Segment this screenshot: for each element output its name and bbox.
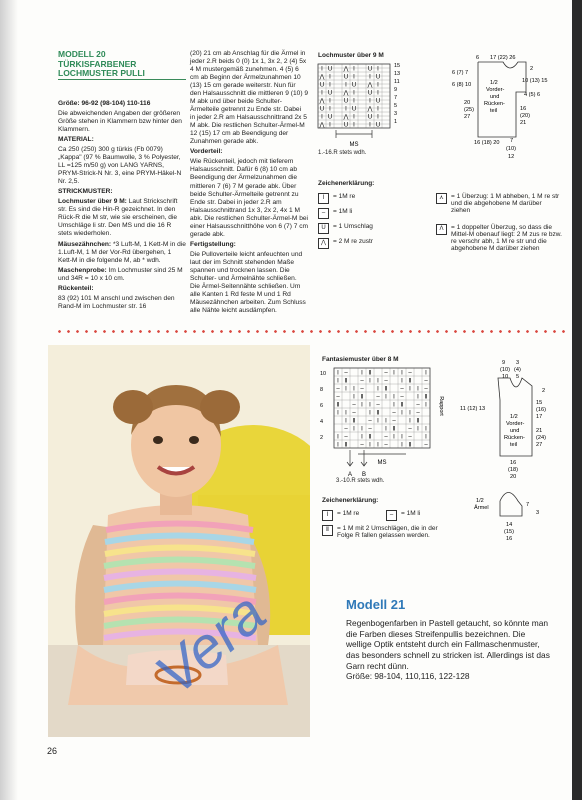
rueckenteil-text: 83 (92) 101 M anschl und zwischen den Rand-M im Lochmuster str. 16 [58, 294, 175, 310]
chart-row-number: 5 [394, 103, 398, 109]
schnitt2-label: (16) [536, 407, 546, 413]
photo-watermark: Vera [143, 579, 278, 708]
schnitt1-center: und [490, 94, 500, 100]
schnitt1-label: 10 (13) 15 [522, 78, 548, 84]
fertig-label: Fertigstellung: [190, 240, 236, 248]
chart-stitch-symbol: Ⅱ [344, 378, 348, 385]
chart-stitch-symbol: – [384, 434, 388, 441]
schnitt1-label: 16 (18) 20 [474, 140, 500, 146]
chart-row-number: 15 [394, 63, 401, 69]
chart-stitch-symbol: I [385, 394, 387, 401]
schnitt1-label: 2 [530, 66, 534, 72]
chart-stitch-symbol: I [377, 442, 379, 449]
chart-stitch-symbol: U [343, 98, 349, 105]
legend-symbol: I [322, 510, 333, 521]
chart-stitch-symbol: I [369, 410, 371, 417]
chart-stitch-symbol: – [400, 386, 404, 393]
schnitt2-center: Vorder- [506, 421, 525, 427]
chart-row-number: 13 [394, 71, 401, 77]
chart-stitch-symbol: I [385, 418, 387, 425]
schnitt2-sleeve: Ärmel [474, 505, 489, 511]
schnitt2-label: 20 [510, 474, 517, 480]
chart-stitch-symbol: I [345, 386, 347, 393]
chart-stitch-symbol: I [369, 402, 371, 409]
rueckenteil-label: Rückenteil: [58, 284, 94, 292]
legend-text: = 1M re [337, 510, 360, 517]
chart-stitch-symbol: I [321, 114, 323, 121]
material-label: MATERIAL: [58, 136, 94, 144]
chart-stitch-symbol: I [409, 410, 411, 417]
chart-stitch-symbol: I [377, 82, 379, 89]
legend2-item [386, 510, 446, 521]
schnitt2-sleeve: 1/2 [476, 498, 484, 504]
chart1-ms-label: MS [349, 142, 359, 148]
legend1-item [318, 208, 428, 219]
schnitt2-label: 27 [536, 442, 543, 448]
chart-row-number: 10 [320, 371, 327, 377]
chart-stitch-symbol: U [351, 82, 357, 89]
schnitt1-label: 4 (5) 6 [524, 92, 541, 98]
chart-stitch-symbol: – [360, 442, 364, 449]
chart-stitch-symbol: I [377, 378, 379, 385]
schnitt2-label: (18) [508, 467, 518, 473]
chart-stitch-symbol: Ⅱ [384, 386, 388, 393]
schnitt2-label: 16 [506, 536, 513, 542]
chart-stitch-symbol: I [321, 66, 323, 73]
chart-stitch-symbol: I [329, 98, 331, 105]
chart-stitch-symbol: – [408, 434, 412, 441]
chart-stitch-symbol: I [409, 418, 411, 425]
page-binding-shadow [0, 0, 18, 800]
chart-stitch-symbol: – [416, 402, 420, 409]
chart-stitch-symbol: – [368, 418, 372, 425]
chart-stitch-symbol: U [343, 74, 349, 81]
schnitt2-label: 5 [516, 374, 520, 380]
modell21-title: Modell 21 [346, 597, 406, 612]
legend-symbol: – [318, 208, 329, 219]
chart-stitch-symbol: Ⅱ [400, 402, 404, 409]
chart-stitch-symbol: I [345, 82, 347, 89]
chart-stitch-symbol: I [425, 434, 427, 441]
chart-stitch-symbol: I [361, 426, 363, 433]
sizes-label: Größe: 96-92 (98-104) 110-116 [58, 100, 151, 107]
chart-stitch-symbol: – [360, 378, 364, 385]
chart2-note: 3.-10.R stets wdh. [336, 478, 385, 484]
chart-stitch-symbol: U [327, 66, 333, 73]
chart-stitch-symbol: I [377, 114, 379, 121]
chart-stitch-symbol: I [401, 410, 403, 417]
modell21-sizes: Größe: 98-104, 110,116, 122-128 [346, 671, 470, 682]
chart-stitch-symbol: – [352, 402, 356, 409]
schnitt2-center: 1/2 [510, 414, 518, 420]
chart-stitch-symbol: U [327, 114, 333, 121]
chart-stitch-symbol: I [393, 402, 395, 409]
chart-stitch-symbol: – [424, 378, 428, 385]
chart-stitch-symbol: U [319, 82, 325, 89]
chart-stitch-symbol: Ⅱ [408, 378, 412, 385]
chart-stitch-symbol: Ⅱ [336, 402, 340, 409]
chart-stitch-symbol: – [344, 426, 348, 433]
chart-stitch-symbol: I [353, 122, 355, 129]
chart-row-number: 2 [320, 435, 324, 441]
chart-stitch-symbol: I [361, 434, 363, 441]
maeuse-text: *3 Luft-M, 1 Kett-M in die 1.Luft-M, 1 M der Vor-Rd übergehen, 1 Kett-M in die folgende M, ab * wdh. [58, 240, 186, 264]
chart-stitch-symbol: I [417, 386, 419, 393]
chart-stitch-symbol: I [377, 418, 379, 425]
chart-stitch-symbol: I [353, 386, 355, 393]
section-divider [55, 330, 565, 333]
chart-stitch-symbol: ⋀ [343, 90, 349, 97]
schnitt1-label: 27 [464, 114, 471, 120]
chart-stitch-symbol: I [369, 74, 371, 81]
chart-stitch-symbol: I [337, 410, 339, 417]
chart1-note: 1.-16.R stets wdh. [318, 150, 367, 156]
chart-stitch-symbol: I [361, 402, 363, 409]
chart-stitch-symbol: Ⅱ [368, 370, 372, 377]
modell20-title-line: TÜRKISFARBENER [58, 58, 137, 69]
chart-row-number: 4 [320, 419, 324, 425]
legend-symbol: – [386, 510, 397, 521]
chart-stitch-symbol: – [384, 442, 388, 449]
schnitt2-label: 21 [536, 428, 543, 434]
chart-stitch-symbol: Ⅱ [416, 418, 420, 425]
instructions-column-1 [58, 100, 186, 313]
chart-stitch-symbol: – [408, 370, 412, 377]
chart-stitch-symbol: Ⅱ [360, 394, 364, 401]
chart-stitch-symbol: I [329, 82, 331, 89]
chart-stitch-symbol: – [416, 410, 420, 417]
page-edge [572, 0, 582, 800]
chart-stitch-symbol: I [377, 106, 379, 113]
modell20-title [58, 50, 186, 80]
schnitt2-label: 3 [536, 510, 540, 516]
chart-stitch-symbol: I [425, 426, 427, 433]
chart-stitch-symbol: – [392, 418, 396, 425]
chart-stitch-symbol: I [401, 370, 403, 377]
chart1-title: Lochmuster über 9 M [318, 52, 384, 59]
child-photo [48, 345, 310, 737]
modell20-title-line: MODELL 20 [58, 49, 106, 59]
chart-stitch-symbol: U [343, 122, 349, 129]
chart-stitch-symbol: I [377, 386, 379, 393]
sizes-text: Die abweichenden Angaben der größeren Größe stehen in Klammern bzw hinter den Klammern. [58, 110, 182, 134]
legend1-item [436, 224, 562, 252]
chart-stitch-symbol: I [345, 418, 347, 425]
legend-text: = 1M li [401, 510, 421, 517]
schnitt1-center: 1/2 [490, 80, 498, 86]
legend1-item [436, 193, 562, 214]
chart-stitch-symbol: I [377, 66, 379, 73]
chart-stitch-symbol: I [393, 370, 395, 377]
chart-row-number: 11 [394, 79, 400, 85]
legend1-title: Zeichenerklärung: [318, 180, 375, 187]
legend-symbol: Ⅱ [322, 525, 333, 536]
chart-stitch-symbol: I [369, 442, 371, 449]
schnitt2-label: (10) [500, 367, 510, 373]
chart2-title: Fantasiemuster über 8 M [322, 356, 399, 363]
chart-stitch-symbol: – [424, 386, 428, 393]
legend2-title: Zeichenerklärung: [322, 497, 379, 504]
chart-stitch-symbol: I [401, 378, 403, 385]
chart-stitch-symbol: I [345, 410, 347, 417]
schnitt2-center: Rücken- [504, 435, 525, 441]
chart-stitch-symbol: I [369, 122, 371, 129]
schnitt1-label: 20 [464, 100, 471, 106]
chart-stitch-symbol: U [319, 106, 325, 113]
chart-stitch-symbol: – [384, 378, 388, 385]
lochmuster-label: Lochmuster über 9 M: [58, 198, 127, 206]
legend-symbol: ⋀ [318, 238, 329, 249]
chart-stitch-symbol: ⋀ [319, 122, 325, 129]
chart-stitch-symbol: I [345, 106, 347, 113]
chart-stitch-symbol: – [376, 394, 380, 401]
strickmuster-label: STRICKMUSTER: [58, 188, 113, 196]
modell21-description-block [346, 618, 551, 682]
chart-stitch-symbol: I [353, 90, 355, 97]
chart-stitch-symbol: I [417, 394, 419, 401]
chart-stitch-symbol: I [353, 66, 355, 73]
child-photo-illustration [48, 345, 310, 737]
schnitt2-label: 10 [502, 374, 509, 380]
chart-stitch-symbol: I [393, 394, 395, 401]
chart-stitch-symbol: Ⅱ [368, 434, 372, 441]
chart-stitch-symbol: ⋀ [367, 82, 373, 89]
schnitt2-label: (15) [504, 529, 514, 535]
chart-stitch-symbol: U [375, 122, 381, 129]
chart-stitch-symbol: U [367, 114, 373, 121]
chart-stitch-symbol: U [375, 74, 381, 81]
chart-row-number: 1 [394, 119, 398, 125]
schnitt2-label: 15 [536, 400, 543, 406]
chart-stitch-symbol: U [367, 90, 373, 97]
legend-text: = 1 Umschlag [333, 223, 373, 230]
chart-stitch-symbol: I [321, 90, 323, 97]
chart-row-number: 3 [394, 111, 398, 117]
schnitt1-label: (20) [520, 113, 530, 119]
chart-stitch-symbol: ⋀ [343, 114, 349, 121]
legend-symbol: ⋏ [436, 193, 447, 204]
chart-stitch-symbol: I [393, 434, 395, 441]
chart2-ms-label: MS [377, 460, 387, 466]
chart-row-number: 8 [320, 387, 324, 393]
schnitt1-center: teil [490, 108, 498, 114]
chart-stitch-symbol: I [377, 90, 379, 97]
chart-stitch-symbol: Ⅱ [352, 418, 356, 425]
legend2-item [322, 510, 382, 521]
chart-stitch-symbol: I [401, 442, 403, 449]
chart-stitch-symbol: I [329, 106, 331, 113]
legend-text: = 1M li [333, 208, 353, 215]
chart-stitch-symbol: I [353, 114, 355, 121]
chart-stitch-symbol: Ⅱ [408, 442, 412, 449]
chart-stitch-symbol: – [368, 426, 372, 433]
legend1-item [318, 193, 428, 204]
legend-text: = 1 M mit 2 Umschlägen, die in der Folge R fallen gelassen werden. [337, 525, 438, 539]
vorderteil-text: Wie Rückenteil, jedoch mit tieferem Halsausschnitt. Dafür 6 (8) 10 cm ab Beendigung der Ärmelzunahmen die mittleren 7 (6) 7 M gerade abk. Über beide Schulter-Ärmelteile getrennt zu Ende str. Dabei in jeder 2.R am Halsausschnittrand 1x 3, 2x 2, 4x 1 M abk. Die restlichen Schulter-Ärmel-M bei einer Halsausschnitthöhe von 6 (7) 7 cm gerade abk. [190, 158, 309, 238]
chart-row-number: 7 [394, 95, 398, 101]
chart2-ab-label: A [348, 472, 353, 478]
legend-text: = 1 doppelter Überzug, so dass die Mittel-M obenauf liegt: 2 M zus re bzw. re verschr abh, 1 M re str und die abgehobene M darüber ziehen [451, 224, 562, 252]
schnitt2-label: 2 [542, 388, 546, 394]
chart-stitch-symbol: I [337, 370, 339, 377]
chart-stitch-symbol: – [424, 442, 428, 449]
chart-stitch-symbol: ⋀ [319, 98, 325, 105]
schnitt2-center: teil [510, 442, 518, 448]
chart-stitch-symbol: I [353, 426, 355, 433]
legend-symbol: I [318, 193, 329, 204]
schnitt2-label: 17 [536, 414, 543, 420]
chart-stitch-symbol: I [353, 98, 355, 105]
chart-stitch-symbol: – [384, 370, 388, 377]
chart-stitch-symbol: I [361, 370, 363, 377]
chart-stitch-symbol: – [344, 434, 348, 441]
chart-stitch-symbol: I [353, 74, 355, 81]
chart-stitch-symbol: I [337, 434, 339, 441]
schnitt1-center: Rücken- [484, 101, 505, 107]
legend2-item [322, 525, 452, 539]
chart-stitch-symbol: – [360, 386, 364, 393]
chart-stitch-symbol: – [400, 394, 404, 401]
maschenprobe-text: Im Lochmuster sind 25 M und 34R = 10 x 10 cm. [58, 266, 183, 282]
legend-text: = 1M re [333, 193, 356, 200]
chart-stitch-symbol: ⋀ [319, 74, 325, 81]
chart-stitch-symbol: Ⅱ [424, 394, 428, 401]
chart-stitch-symbol: – [408, 426, 412, 433]
schnitt2-label: 11 (12) 13 [460, 406, 486, 412]
chart2-rapport-label: Rapport [438, 396, 444, 416]
modell20-title-line: LOCHMUSTER PULLI [58, 68, 145, 79]
chart-row-number: 6 [320, 403, 324, 409]
legend-text: = 1 Überzug: 1 M abheben, 1 M re str und die abgehobene M darüber ziehen [451, 193, 560, 214]
chart-stitch-symbol: I [401, 434, 403, 441]
chart-stitch-symbol: ⋀ [343, 66, 349, 73]
chart-stitch-symbol: I [337, 378, 339, 385]
maschenprobe-label: Maschenprobe: [58, 266, 107, 274]
chart-stitch-symbol: Ⅱ [392, 426, 396, 433]
chart-stitch-symbol: I [329, 74, 331, 81]
schnitt1-label: 7 [510, 138, 514, 144]
legend-symbol: Λ [436, 224, 447, 235]
schnitt2-label: 16 [510, 460, 517, 466]
lochmuster-chart [316, 62, 416, 156]
chart-stitch-symbol: I [329, 122, 331, 129]
schnitt-diagram-2 [460, 356, 560, 546]
chart-stitch-symbol: U [351, 106, 357, 113]
chart-stitch-symbol: – [352, 410, 356, 417]
schnitt1-label: 12 [508, 154, 515, 160]
chart-stitch-symbol: I [369, 98, 371, 105]
schnitt1-label: 17 (22) 26 [490, 55, 516, 61]
schnitt1-label: 16 [520, 106, 527, 112]
chart-stitch-symbol: I [353, 394, 355, 401]
chart-stitch-symbol: I [425, 370, 427, 377]
schnitt1-label: 6 (7) 7 [452, 70, 469, 76]
lochmuster-text: Laut Strickschrift str. Es sind die Hin-R gezeichnet. In den Rück-R die M str, wie sie erscheinen, die Umschläge li str. Den MS und die 16 R stets wiederholen. [58, 198, 178, 238]
schnitt1-center: Vorder- [486, 87, 505, 93]
chart-stitch-symbol: I [425, 402, 427, 409]
schnitt2-center: und [510, 428, 520, 434]
schnitt-diagram-1 [448, 52, 558, 164]
chart-stitch-symbol: U [327, 90, 333, 97]
maeuse-label: Mäusezähnchen: [58, 240, 112, 248]
chart-stitch-symbol: I [369, 378, 371, 385]
chart-stitch-symbol: Ⅱ [376, 410, 380, 417]
chart-stitch-symbol: – [376, 402, 380, 409]
schnitt1-label: 6 [476, 55, 480, 61]
fantasiemuster-chart [318, 366, 448, 488]
schnitt1-label: 21 [520, 120, 527, 126]
legend-text: = 2 M re zustr [333, 238, 373, 245]
chart-stitch-symbol: – [336, 386, 340, 393]
chart-stitch-symbol: I [337, 442, 339, 449]
modell21-description: Regenbogenfarben in Pastell getaucht, so könnte man die Farben dieses Streifenpullis bezeichnen. Die wellige Optik entsteht durch ein Fallmaschenmuster, das besonders schnell zu stricken ist. Allerdings ist das Garn recht dünn. [346, 618, 550, 671]
chart-stitch-symbol: I [385, 426, 387, 433]
chart-stitch-symbol: – [392, 410, 396, 417]
chart-stitch-symbol: U [375, 98, 381, 105]
chart-stitch-symbol: Ⅱ [344, 442, 348, 449]
legend1-item [318, 223, 428, 234]
instructions-column-2 [190, 50, 308, 317]
schnitt2-label: 14 [506, 522, 513, 528]
schnitt2-label: 3 [516, 360, 520, 366]
schnitt1-label: (10) [506, 146, 516, 152]
vorderteil-label: Vorderteil: [190, 148, 223, 156]
schnitt2-label: (4) [514, 367, 521, 373]
schnitt2-label: 7 [526, 502, 530, 508]
page-number: 26 [47, 746, 58, 756]
chart2-ab-label: B [362, 472, 367, 478]
material-text: Ca 250 (250) 300 g türkis (Fb 0079) „Kappa" (97 % Baumwolle, 3 % Polyester, LL =125 m/50 g) von LANG YARNS, PRYM-Strick-N Nr. 3, eine PRYM-Häkel-N Nr. 2,5. [58, 146, 182, 186]
schnitt2-label: (24) [536, 435, 546, 441]
chart-stitch-symbol: ⋀ [367, 106, 373, 113]
chart-stitch-symbol: I [409, 386, 411, 393]
fertig-text: Die Pulloverteile leicht anfeuchten und laut der im Schnitt stehenden Maße spannen und trocknen lassen. Die Schulter- und Ärmelnähte schließen. Die Ärmel-Seitennähte schließen. Um alle Kanten 1 Rd feste M und 1 Rd Mäusezähnchen arbeiten. Zum Schluss alle Nähte leicht ausdämpfen. [190, 250, 306, 314]
legend1-item [318, 238, 428, 249]
chart-stitch-symbol: I [417, 426, 419, 433]
legend-symbol: U [318, 223, 329, 234]
schnitt1-label: (25) [464, 107, 474, 113]
chart-stitch-symbol: U [367, 66, 373, 73]
chart-row-number: 9 [394, 87, 398, 93]
col2-text: (20) 21 cm ab Anschlag für die Ärmel in jeder 2.R beids 0 (0) 1x 1, 3x 2, 2 (4) 5x 4 M mustergemäß zunehmen. 4 (5) 6 cm ab Beginn der Ärmelzunahmen 10 (13) 15 cm gerade weiterstr. Nun für den Halsausschnitt die mittleren 9 (10) 9 M abk und über beide Schulter-Ärmelteile getrennt zu Ende str. Dabei in jeder 2.R am Halsausschnittrand 2x 5 M abk. Die restlichen Schulter-Ärmel-M 12 (15) 17 cm ab Beendigung der Zunahmen gerade abk. [190, 50, 309, 146]
schnitt1-label: 6 (8) 10 [452, 82, 472, 88]
schnitt2-label: 9 [502, 360, 506, 366]
chart-stitch-symbol: – [344, 370, 348, 377]
chart-stitch-symbol: – [336, 394, 340, 401]
